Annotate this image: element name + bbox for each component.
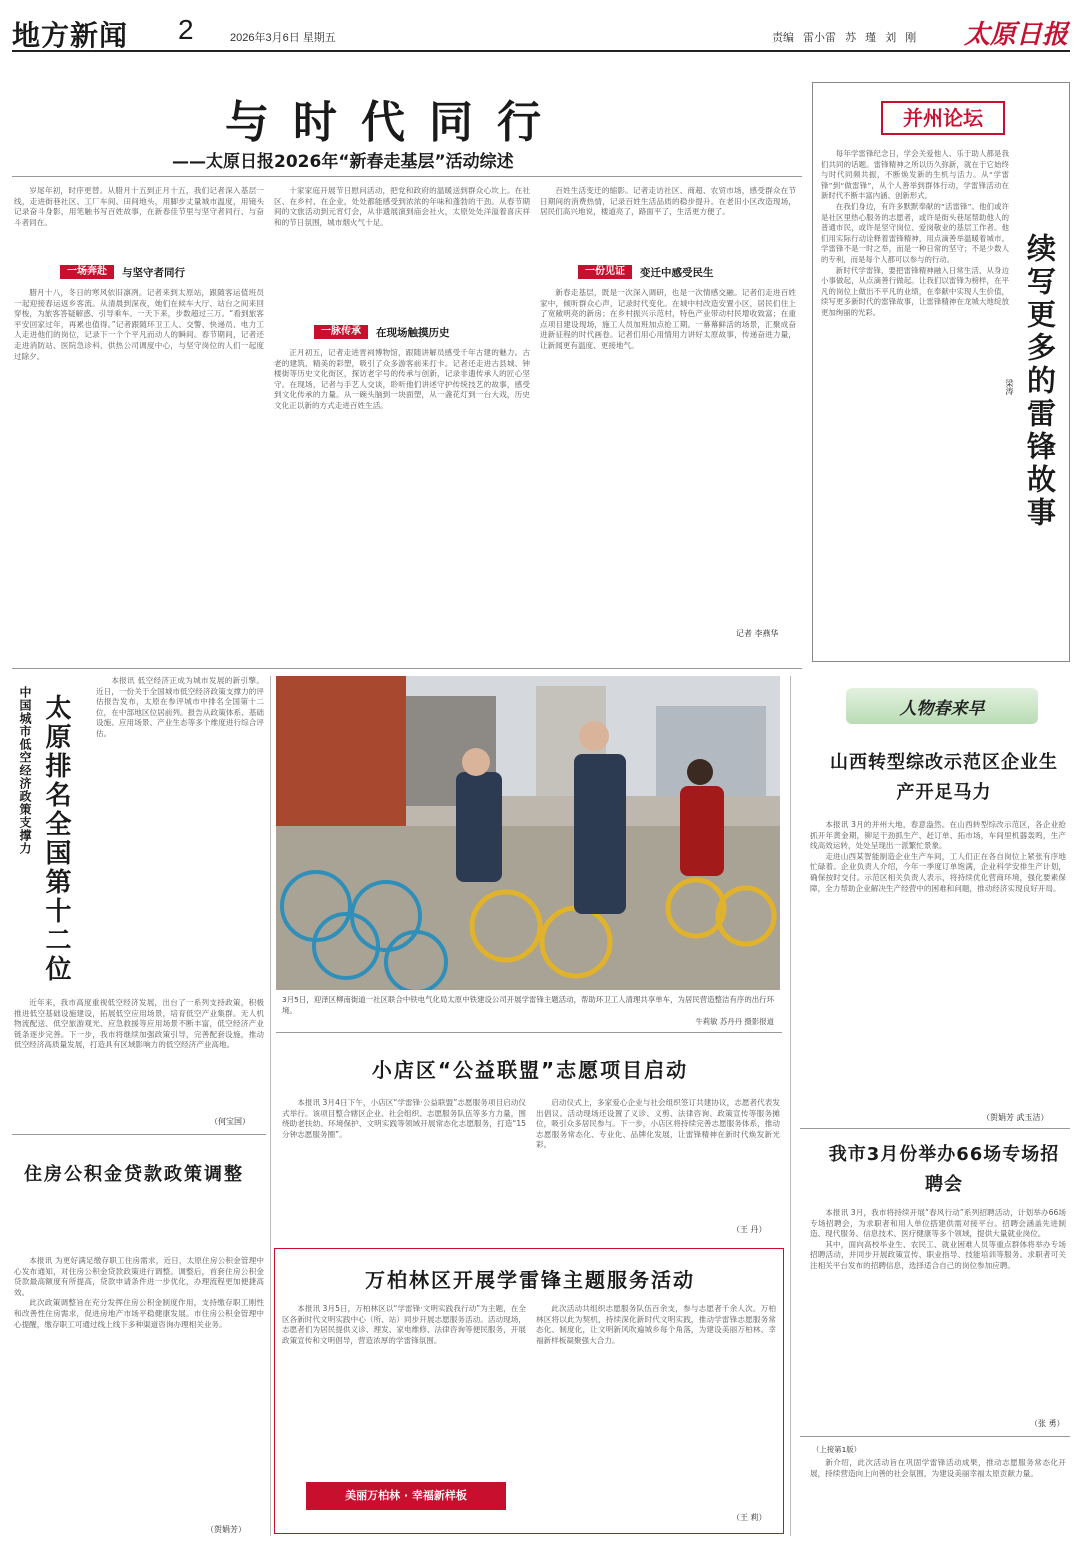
lead-column-2b: 正月初五，记者走进晋祠博物馆，跟随讲解员感受千年古建的魅力。古老的建筑、精美的彩塑，吸引了众多游客前来打卡。记者还走进古县城、钟楼街等历史文化街区，探访老字号的传承与创新，记录非遗传承人的匠心坚守。在现场，记者与手艺人交谈，聆听他们讲述守护传统技艺的故事，感受到文化传承的力量。从一碗头脑到一块面塑，从一盏花灯到一台大戏，历史文化正以新的方式走进百姓生活。 [274,348,530,410]
photo-caption: 3月5日，迎泽区柳南街道一社区联合中铁电气化局太原中铁建设公司开展学雷锋主题活动，帮助环卫工人清理共享单车，为居民营造整洁有序的出行环境。 牛莉敏 苏丹丹 摄影报道 [282,995,774,1026]
page-number: 2 [178,14,194,45]
lead-column-1: 岁尾年初，时序更替。从腊月十五到正月十五，我们记者深入基层一线，走进街巷社区、工厂车间、田间地头，用脚步丈量城市温度，用镜头记录奋斗身影，用笔触书写百姓故事，在新春佳节里与坚守者同行、与奋斗者同在。 [14,186,264,227]
editors: 责编 雷小雷 苏 瑾 刘 刚 [772,32,917,44]
lead-headline: 与时代同行 [225,97,565,148]
divider [800,1128,1070,1129]
subhead-tag: 一份见证 [578,265,632,279]
xiaodian-body: 本报讯 3月4日下午，小店区“学雷锋·公益联盟”志愿服务项目启动仪式举行。该项目整合辖区企业、社会组织、志愿服务队伍等多方力量，围绕助老扶幼、环境保护、文明实践等领域开展常态化志愿服务，打造“15分钟志愿服务圈”。 [282,1098,526,1139]
housing-byline: （贺娟芳） [206,1525,246,1534]
low-altitude-body: 本报讯 低空经济正成为城市发展的新引擎。近日，一份关于全国城市低空经济政策支撑力的评估报告发布，太原在参评城市中排名全国第十二位，在中部地区位居前列。报告从政策体系、基础设施、应用场景、产业生态等多个维度进行综合评估。 [96,676,264,738]
lead-column-1b: 腊月十八，冬日的寒风依旧凛冽。记者来到太原站，跟随客运值班员一起迎接春运返乡客流。从清晨到深夜，她们在候车大厅、站台之间来回穿梭，为旅客答疑解惑、引导乘车。一天下来，步数超过三万。“看到旅客平安回家过年，再累也值得。”记者跟随环卫工人、交警、快递员、电力工人走进他们的岗位，记录下一个个平凡而动人的瞬间。春节期间，记者还走进消防站、医院急诊科、供热公司调度中心，与坚守岗位的人们一起度过除夕。 [14,288,264,361]
subhead-tag: 一场奔赴 [60,265,114,279]
forum-tag: 并州论坛 [881,101,1005,135]
low-altitude-byline: （何宝国） [210,1117,250,1126]
lead-column-2: 十家家庭开展节日慰问活动，把党和政府的温暖送到群众心坎上。在社区、在乡村、在企业，处处都能感受到浓浓的年味和蓬勃的干劲。从春节期间的文旅活动到元宵灯会，从非遗展演到庙会社火，太原处处洋溢着喜庆祥和的节日氛围，城市烟火气十足。 [274,186,530,227]
wanbailin-body-2: 此次活动共组织志愿服务队伍百余支，参与志愿者千余人次。万柏林区将以此为契机，持续深化新时代文明实践，推动学雷锋志愿服务常态化、制度化，让文明新风吹遍城乡每个角落，为建设美丽万柏林、幸福新样板凝聚强大合力。 [536,1304,776,1345]
jobs-byline: （张 勇） [1030,1419,1065,1428]
divider [12,1134,266,1135]
column-divider [790,676,791,1536]
lead-subhead-3 [578,265,714,279]
wanbailin-byline: （王 莉） [732,1513,767,1522]
xiaodian-body-2: 启动仪式上，多家爱心企业与社会组织签订共建协议，志愿者代表发出倡议。活动现场还设置了义诊、义剪、法律咨询、政策宣传等服务摊位，吸引众多居民参与。下一步，小店区将持续完善志愿服务体系，推动志愿服务常态化、专业化、品牌化发展，让雷锋精神在新时代焕发新光彩。 [536,1098,780,1150]
forum-column [812,82,1070,662]
xiaodian-headline: 小店区“公益联盟”志愿项目启动 [371,1058,689,1082]
subhead-text: 在现场触摸历史 [376,326,450,339]
masthead [12,12,1070,52]
subhead-tag: 一脉传承 [314,325,368,339]
issue-date: 2026年3月6日 星期五 [230,32,336,44]
forum-body: 每年学雷锋纪念日，学会关爱他人、乐于助人都是我们共同的话题。雷锋精神之所以历久弥新，就在于它始终与时代同频共振，不断焕发新的生机与活力。从“学雷锋”到“做雷锋”，从个人善举到群体行动，学雷锋活动在新时代不断丰富内涵、创新形式。 在我们身边，有许多默默奉献的“活雷锋”。他们或许是社区里热心服务的志愿者，或许是街头巷尾帮助他人的普通市民，或许是坚守岗位、爱岗敬业的基层工作者。他们用实际行动诠释着雷锋精神，用点滴善举温暖着城市。学雷锋不是一时之举，而是一种日常的坚守；不是少数人的专利，而是每个人都可以参与的行动。 新时代学雷锋，要把雷锋精神融入日常生活，从身边小事做起，从点滴善行做起。让我们以雷锋为榜样，在平凡的岗位上做出不平凡的业绩，在奉献中实现人生价值，续写更多新时代的雷锋故事，让雷锋精神在龙城大地绽放更加绚丽的光彩。 [821,149,1009,317]
photo-credit: 牛莉敏 苏丹丹 摄影报道 [695,1017,774,1026]
divider [12,176,802,177]
forum-author: 梁涛 [1005,379,1014,395]
housing-headline: 住房公积金贷款政策调整 [24,1164,244,1185]
photo-illustration [276,676,780,990]
jobs-headline: 我市3月份举办66场专场招聘会 [828,1144,1060,1195]
low-altitude-body-2: 近年来，我市高度重视低空经济发展，出台了一系列支持政策，积极推进低空基础设施建设，拓展低空应用场景，培育低空产业集群。无人机物流配送、低空旅游观光、应急救援等应用场景不断丰富，低空经济产业链条逐步完善。下一步，我市将继续加强政策引导，完善配套设施，推动低空经济高质量发展，打造具有区域影响力的低空经济产业高地。 [14,998,264,1050]
lead-byline: 记者 李燕华 [736,629,779,638]
wanbailin-headline: 万柏林区开展学雷锋主题服务活动 [365,1268,695,1292]
xiaodian-byline: （王 丹） [732,1225,767,1234]
forum-headline: 续写更多的雷锋故事 [1023,232,1057,530]
section-name: 地方新闻 [12,19,129,52]
divider [800,1436,1070,1437]
wanbailin-banner: 美丽万柏林 · 幸福新样板 [306,1482,506,1510]
newspaper-logo: 太原日报 [963,20,1068,50]
renwu-banner [846,688,1038,724]
low-altitude-headline: 太原排名全国第十二位 [41,694,71,984]
lead-column-3b: 新春走基层，既是一次深入调研，也是一次情感交融。记者们走进百姓家中，倾听群众心声，记录时代变化。在城中村改造安置小区，居民们住上了宽敞明亮的新房；在乡村振兴示范村，特色产业带动村民增收致富；在重点项目建设现场，施工人员加班加点抢工期。一幕幕鲜活的场景，汇聚成奋进新征程的时代画卷。记者们用心用情用力讲好太原故事，传递奋进力量，让新闻更有温度、更接地气。 [540,288,796,350]
divider [276,1032,782,1033]
lead-subhead-2 [314,325,450,339]
lead-column-3: 百姓生活变迁的缩影。记者走访社区、商超、农贸市场，感受群众在节日期间的消费热情，记录百姓生活品质的稳步提升。在老旧小区改造现场，居民们高兴地说，楼道亮了，路面平了，生活更方便了。 [540,186,796,217]
renwu-body: 本报讯 3月的并州大地，春意盎然。在山西转型综改示范区，各企业抢抓开年黄金期，铆足干劲抓生产、赶订单、拓市场，车间里机器轰鸣，生产线高效运转，处处呈现出一派繁忙景象。 走进山西某智能制造企业生产车间，工人们正在各自岗位上紧张有序地忙碌着。企业负责人介绍，今年一季度订单饱满，企业科学安排生产计划，确保按时交付。示范区相关负责人表示，将持续优化营商环境，强化要素保障，全力帮助企业解决生产经营中的困难和问题，推动经济实现良好开局。 [810,820,1066,893]
column-divider [270,676,271,1536]
divider [12,668,802,669]
continued-label: （上接第1版） [812,1445,862,1454]
low-altitude-kicker: 中国城市低空经济政策支撑力 [18,686,32,855]
subhead-text: 变迁中感受民生 [640,266,714,279]
wanbailin-body: 本报讯 3月5日，万柏林区以“学雷锋·文明实践我行动”为主题，在全区各新时代文明实践中心（所、站）同步开展志愿服务活动。活动现场，志愿者们为居民提供义诊、理发、家电维修、法律咨询等便民服务，开展政策宣传和文明倡导，营造浓厚的学雷锋氛围。 [282,1304,526,1345]
renwu-byline: （贺娟芳 武玉洁） [982,1113,1049,1122]
jobs-body: 本报讯 3月，我市将持续开展“春风行动”系列招聘活动，计划举办66场专场招聘会，为求职者和用人单位搭建供需对接平台。招聘会涵盖先进制造、现代服务、信息技术、医疗健康等多个领域，提供大量就业岗位。 其中，面向高校毕业生、农民工、就业困难人员等重点群体将举办专场招聘活动，并同步开展政策宣传、职业指导、技能培训等服务。求职者可关注相关平台发布的招聘信息，选择适合自己的岗位参加应聘。 [810,1208,1066,1270]
volunteer-photo [276,676,780,990]
lead-subheadline: ——太原日报2026年“新春走基层”活动综述 [172,152,514,172]
subhead-text: 与坚守者同行 [122,266,185,279]
renwu-banner-label: 人物春来早 [899,698,985,719]
renwu-headline: 山西转型综改示范区企业生产开足马力 [830,752,1058,803]
lead-subhead-1 [60,265,185,279]
housing-body: 本报讯 为更好满足缴存职工住房需求，近日，太原住房公积金管理中心发布通知，对住房公积金贷款政策进行调整。调整后，首套住房公积金贷款最高额度有所提高，贷款申请条件进一步优化，办理流程更加便捷高效。 此次政策调整旨在充分发挥住房公积金制度作用，支持缴存职工刚性和改善性住房需求，促进房地产市场平稳健康发展。市住房公积金管理中心提醒，缴存职工可通过线上线下多种渠道咨询办理相关业务。 [14,1256,264,1329]
continued-body: 新介绍，此次活动旨在巩固学雷锋活动成果，推动志愿服务常态化开展，持续营造向上向善的社会氛围，为建设美丽幸福太原贡献力量。 [810,1458,1066,1478]
